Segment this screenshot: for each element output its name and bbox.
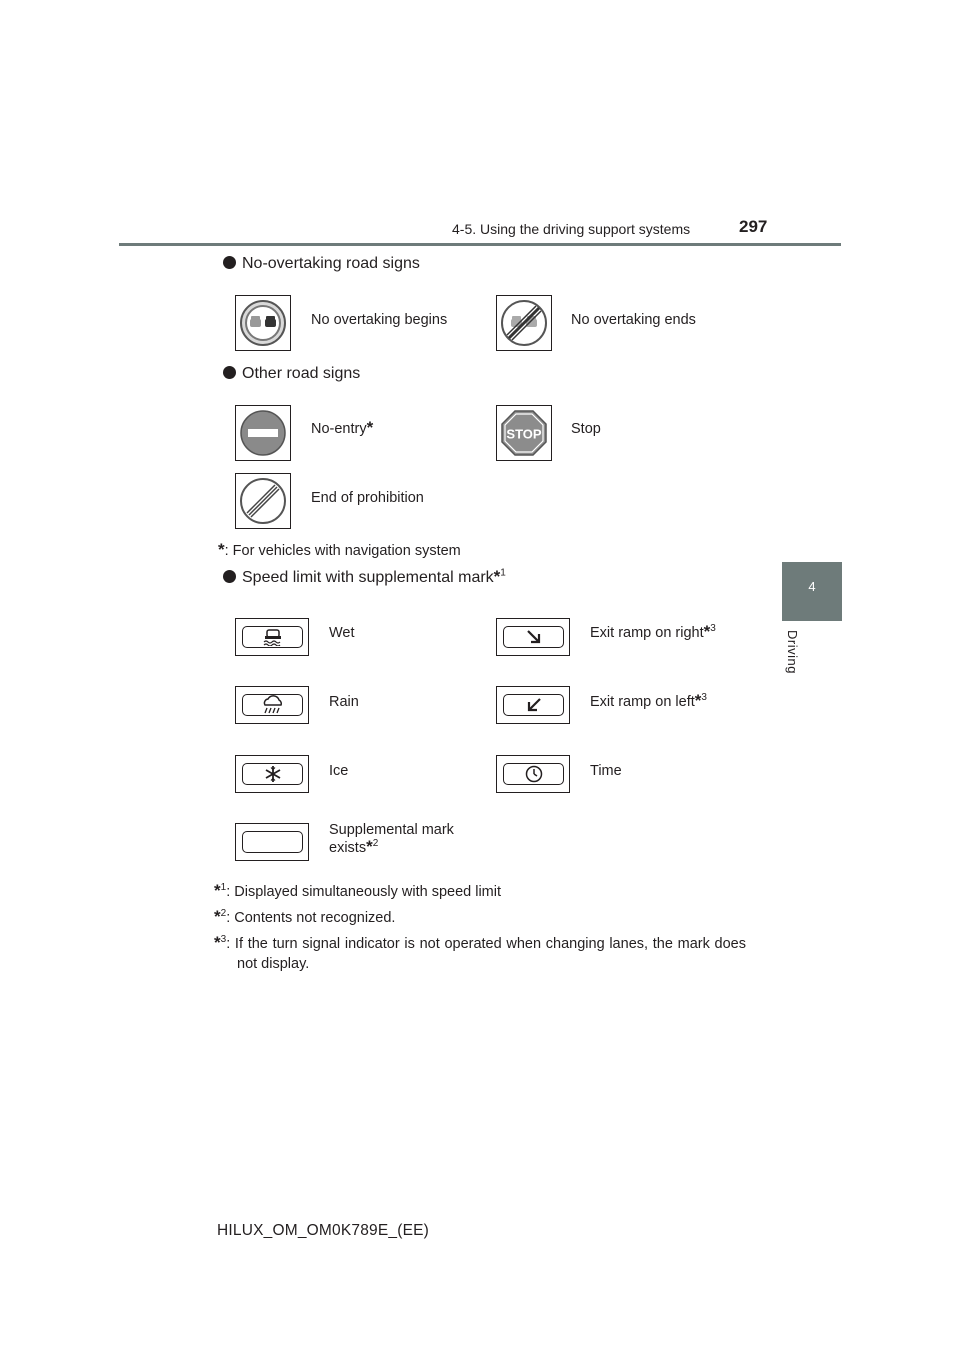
document-code: HILUX_OM_OM0K789E_(EE) [217, 1222, 430, 1239]
supplemental-heading: Speed limit with supplemental mark*$^1$ [223, 569, 506, 587]
rain-label: Rain [329, 694, 359, 710]
footnote-3: *$^3$: If the turn signal indicator is not operated when changing lanes, the mark does not display. [214, 933, 746, 972]
page-number: 297 [739, 217, 768, 236]
exit-ramp-right-arrow-icon [496, 618, 570, 656]
section-title: 4-5. Using the driving support systems [452, 221, 691, 237]
wet-road-icon [235, 618, 309, 656]
footnote-1: *$^1$: Displayed simultaneously with speed limit [214, 881, 502, 900]
bullet-icon [223, 366, 236, 379]
exit-ramp-left-arrow-icon [496, 686, 570, 724]
navigation-footnote: *: For vehicles with navigation system [218, 540, 461, 559]
snowflake-icon [235, 755, 309, 793]
no-entry-sign-icon [235, 405, 291, 461]
stop-sign-text: STOP [506, 426, 542, 442]
stop-label: Stop [571, 421, 601, 437]
blank-supplemental-mark-icon [235, 823, 309, 861]
wet-label: Wet [329, 625, 355, 641]
overtaking-heading: No-overtaking road signs [223, 255, 420, 273]
chapter-number: 4 [808, 579, 816, 594]
chapter-label: Driving [785, 630, 800, 674]
ice-label: Ice [329, 763, 349, 779]
no-entry-label: No-entry* [311, 418, 374, 437]
end-of-prohibition-label: End of prohibition [311, 490, 424, 506]
no-overtaking-begins-sign-icon [235, 295, 291, 351]
exit-ramp-left-label: Exit ramp on left*$^3$ [590, 691, 707, 710]
exit-ramp-right-label: Exit ramp on right*$^3$ [590, 622, 716, 641]
other-signs-heading: Other road signs [223, 365, 360, 383]
footnote-mark: * [366, 418, 374, 437]
no-overtaking-ends-sign-icon [496, 295, 552, 351]
time-label: Time [590, 763, 622, 779]
supplemental-exists-label: Supplemental mark exists*$^2$ [329, 822, 454, 856]
rain-cloud-icon [235, 686, 309, 724]
footnote-2: *$^2$: Contents not recognized. [214, 907, 396, 926]
bullet-icon [223, 256, 236, 269]
end-of-prohibition-sign-icon [235, 473, 291, 529]
bullet-icon [223, 570, 236, 583]
clock-icon [496, 755, 570, 793]
no-overtaking-ends-label: No overtaking ends [571, 312, 696, 328]
stop-sign-icon [496, 405, 552, 461]
header-divider [119, 243, 841, 246]
no-overtaking-begins-label: No overtaking begins [311, 312, 448, 328]
